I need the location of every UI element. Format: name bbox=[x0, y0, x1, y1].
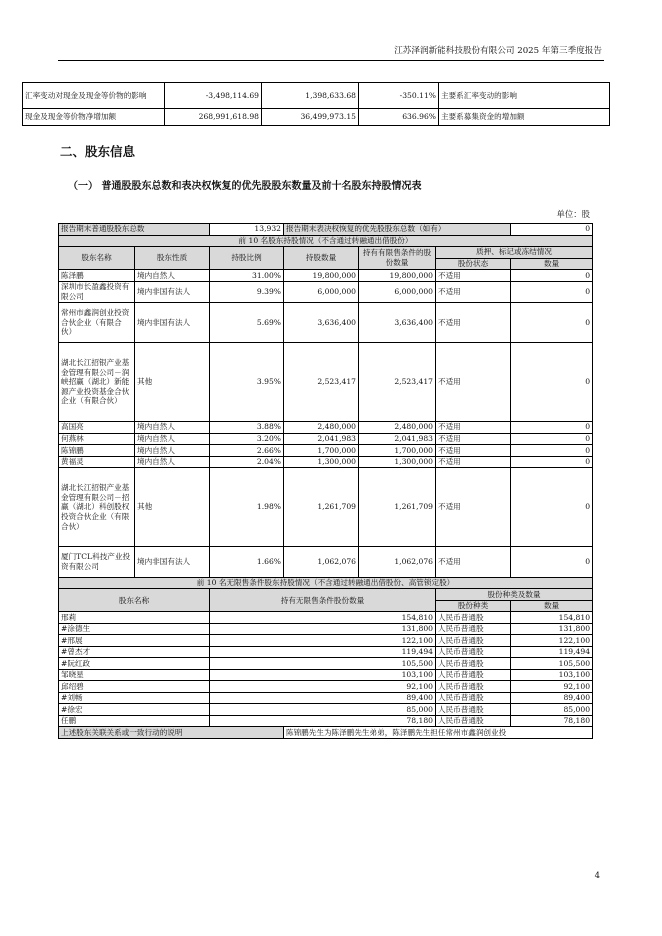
cell-restricted: 1,261,709 bbox=[359, 468, 436, 547]
cell-type: 人民币普通股 bbox=[436, 715, 511, 727]
cell-nature: 境内自然人 bbox=[135, 433, 210, 445]
cell-status: 不适用 bbox=[436, 302, 511, 342]
cell-amount: 78,180 bbox=[210, 715, 436, 727]
cell-type: 人民币普通股 bbox=[436, 646, 511, 658]
table-row bbox=[59, 302, 593, 342]
unrestricted-title: 前 10 名无限售条件股东持股情况（不含通过转融通出借股份、高管锁定股） bbox=[59, 577, 593, 589]
cell-amount: 19,800,000 bbox=[284, 270, 359, 282]
cell-amount: 3,636,400 bbox=[284, 302, 359, 342]
cell-count: 92,100 bbox=[511, 681, 593, 693]
cell-nature: 境内自然人 bbox=[135, 270, 210, 282]
top10-title-row bbox=[59, 235, 593, 247]
subsection-title: （一） 普通股股东总数和表决权恢复的优先股股东数量及前十名股东持股情况表 bbox=[68, 181, 422, 192]
cell-status: 不适用 bbox=[436, 281, 511, 302]
cell-amount: 1,062,076 bbox=[284, 547, 359, 578]
table-row bbox=[59, 281, 593, 302]
cell-amount: 131,800 bbox=[210, 623, 436, 635]
related-label: 上述股东关联关系或一致行动的说明 bbox=[59, 727, 284, 739]
cell-name: 陈泽鹏 bbox=[59, 270, 135, 282]
table-row bbox=[59, 468, 593, 547]
cell-current: 268,991,618.98 bbox=[165, 109, 262, 126]
cell-type: 人民币普通股 bbox=[436, 623, 511, 635]
table-row bbox=[59, 646, 593, 658]
top10-title: 前 10 名股东持股情况（不含通过转融通出借股份） bbox=[59, 235, 593, 247]
cell-restricted: 1,700,000 bbox=[359, 445, 436, 457]
cell-count: 0 bbox=[511, 421, 593, 433]
cell-restricted: 2,480,000 bbox=[359, 421, 436, 433]
header-amount: 持股数量 bbox=[284, 247, 359, 270]
cell-amount: 154,810 bbox=[210, 612, 436, 624]
cell-name: 邢莉 bbox=[59, 612, 210, 624]
unrestricted-title-row bbox=[59, 577, 593, 589]
top10-body bbox=[59, 270, 593, 578]
cell-count: 0 bbox=[511, 445, 593, 457]
cell-count: 119,494 bbox=[511, 646, 593, 658]
cell-count: 0 bbox=[511, 468, 593, 547]
cell-amount: 89,400 bbox=[210, 692, 436, 704]
cell-status: 不适用 bbox=[436, 456, 511, 468]
cell-amount: 2,523,417 bbox=[284, 343, 359, 422]
cell-name: 邹晓星 bbox=[59, 669, 210, 681]
cell-count: 131,800 bbox=[511, 623, 593, 635]
cell-status: 不适用 bbox=[436, 343, 511, 422]
cell-name: #邢展 bbox=[59, 635, 210, 647]
cell-nature: 其他 bbox=[135, 468, 210, 547]
cell-status: 不适用 bbox=[436, 445, 511, 457]
cell-amount: 6,000,000 bbox=[284, 281, 359, 302]
cell-restricted: 3,636,400 bbox=[359, 302, 436, 342]
page-header: 江苏泽润新能科技股份有限公司 2025 年第三季度报告 bbox=[394, 46, 602, 56]
cell-name: #曾杰才 bbox=[59, 646, 210, 658]
cashflow-table bbox=[22, 82, 610, 126]
cell-reason: 主要系募集资金的增加额 bbox=[439, 109, 610, 126]
cell-amount: 1,700,000 bbox=[284, 445, 359, 457]
cell-restricted: 1,300,000 bbox=[359, 456, 436, 468]
cell-amount: 105,500 bbox=[210, 658, 436, 670]
cell-change: 636.96% bbox=[359, 109, 439, 126]
page-number: 4 bbox=[594, 870, 600, 880]
table-row bbox=[23, 83, 610, 109]
unrestricted-header-row bbox=[59, 589, 593, 601]
cell-ratio: 9.39% bbox=[210, 281, 284, 302]
unrestricted-body bbox=[59, 612, 593, 727]
header-count: 数量 bbox=[511, 258, 593, 270]
cell-change: -350.11% bbox=[359, 83, 439, 109]
cell-type: 人民币普通股 bbox=[436, 635, 511, 647]
cell-type: 人民币普通股 bbox=[436, 612, 511, 624]
table-row bbox=[59, 612, 593, 624]
cell-current: -3,498,114.69 bbox=[165, 83, 262, 109]
cell-ratio: 1.66% bbox=[210, 547, 284, 578]
cell-status: 不适用 bbox=[436, 433, 511, 445]
cell-type: 人民币普通股 bbox=[436, 681, 511, 693]
cell-name: 高国亮 bbox=[59, 421, 135, 433]
summary-row bbox=[59, 224, 593, 236]
cell-amount: 85,000 bbox=[210, 704, 436, 716]
cell-item: 现金及现金等价物净增加额 bbox=[23, 109, 165, 126]
table-row bbox=[59, 456, 593, 468]
cell-type: 人民币普通股 bbox=[436, 669, 511, 681]
cell-item: 汇率变动对现金及现金等价物的影响 bbox=[23, 83, 165, 109]
unit-label: 单位：股 bbox=[556, 209, 590, 219]
cell-count: 103,100 bbox=[511, 669, 593, 681]
header-count: 数量 bbox=[511, 600, 593, 612]
cell-nature: 境内非国有法人 bbox=[135, 302, 210, 342]
cell-ratio: 2.04% bbox=[210, 456, 284, 468]
header-restricted: 持有有限售条件的股份数量 bbox=[359, 247, 436, 270]
cell-count: 154,810 bbox=[511, 612, 593, 624]
cell-ratio: 5.69% bbox=[210, 302, 284, 342]
cell-ratio: 3.95% bbox=[210, 343, 284, 422]
table-row bbox=[59, 547, 593, 578]
cell-status: 不适用 bbox=[436, 468, 511, 547]
cell-status: 不适用 bbox=[436, 270, 511, 282]
header-divider bbox=[58, 60, 604, 61]
table-row bbox=[59, 433, 593, 445]
header-pledge: 质押、标记或冻结情况 bbox=[436, 247, 593, 259]
cell-amount: 1,261,709 bbox=[284, 468, 359, 547]
cell-reason: 主要系汇率变动的影响 bbox=[439, 83, 610, 109]
table-row bbox=[59, 669, 593, 681]
cell-type: 人民币普通股 bbox=[436, 658, 511, 670]
table-row bbox=[59, 343, 593, 422]
cell-amount: 122,100 bbox=[210, 635, 436, 647]
table-row bbox=[59, 658, 593, 670]
cell-ratio: 31.00% bbox=[210, 270, 284, 282]
table-row bbox=[59, 270, 593, 282]
cell-previous: 36,499,973.15 bbox=[262, 109, 359, 126]
cell-nature: 境内自然人 bbox=[135, 445, 210, 457]
cell-restricted: 6,000,000 bbox=[359, 281, 436, 302]
table-row bbox=[59, 681, 593, 693]
cell-name: 何燕林 bbox=[59, 433, 135, 445]
top10-header-row bbox=[59, 247, 593, 259]
cell-name: 湖北长江招银产业基金管理有限公司－润峡招赢（湖北）新能源产业投资基金合伙企业（有限合伙） bbox=[59, 343, 135, 422]
pref-holders-label: 报告期末表决权恢复的优先股股东总数（如有） bbox=[284, 224, 511, 236]
section-title: 二、股东信息 bbox=[60, 144, 136, 159]
cell-amount: 2,480,000 bbox=[284, 421, 359, 433]
table-row bbox=[23, 109, 610, 126]
table-row bbox=[59, 692, 593, 704]
header-nature: 股东性质 bbox=[135, 247, 210, 270]
cell-amount: 119,494 bbox=[210, 646, 436, 658]
cell-nature: 其他 bbox=[135, 343, 210, 422]
header-type-group: 股份种类及数量 bbox=[436, 589, 593, 601]
cell-name: 深圳市长盈鑫投资有限公司 bbox=[59, 281, 135, 302]
cell-nature: 境内自然人 bbox=[135, 456, 210, 468]
cell-ratio: 1.98% bbox=[210, 468, 284, 547]
cell-name: 湖北长江招银产业基金管理有限公司－招赢（湖北）科创股权投资合伙企业（有限合伙） bbox=[59, 468, 135, 547]
cell-nature: 境内非国有法人 bbox=[135, 547, 210, 578]
cell-name: 任鹏 bbox=[59, 715, 210, 727]
cell-ratio: 2.66% bbox=[210, 445, 284, 457]
cell-name: 厦门TCL科技产业投资有限公司 bbox=[59, 547, 135, 578]
cell-amount: 2,041,983 bbox=[284, 433, 359, 445]
header-ratio: 持股比例 bbox=[210, 247, 284, 270]
cell-count: 0 bbox=[511, 281, 593, 302]
cell-count: 85,000 bbox=[511, 704, 593, 716]
cell-amount: 1,300,000 bbox=[284, 456, 359, 468]
cell-count: 0 bbox=[511, 302, 593, 342]
cell-restricted: 19,800,000 bbox=[359, 270, 436, 282]
cell-count: 0 bbox=[511, 270, 593, 282]
cell-count: 122,100 bbox=[511, 635, 593, 647]
cell-count: 0 bbox=[511, 547, 593, 578]
cell-name: 陈锦鹏 bbox=[59, 445, 135, 457]
pref-holders-value: 0 bbox=[511, 224, 593, 236]
cell-name: #刘畅 bbox=[59, 692, 210, 704]
cell-count: 0 bbox=[511, 433, 593, 445]
table-row bbox=[59, 715, 593, 727]
cell-count: 0 bbox=[511, 343, 593, 422]
table-row bbox=[59, 704, 593, 716]
cell-name: 邱绍碧 bbox=[59, 681, 210, 693]
table-row bbox=[59, 635, 593, 647]
cell-restricted: 2,041,983 bbox=[359, 433, 436, 445]
table-row bbox=[59, 421, 593, 433]
cell-amount: 103,100 bbox=[210, 669, 436, 681]
related-row bbox=[59, 727, 593, 739]
cell-count: 105,500 bbox=[511, 658, 593, 670]
shareholder-table bbox=[58, 223, 593, 739]
cell-previous: 1,398,633.68 bbox=[262, 83, 359, 109]
cell-name: #徐宏 bbox=[59, 704, 210, 716]
cell-name: 黄福灵 bbox=[59, 456, 135, 468]
related-text: 陈锦鹏先生为陈泽鹏先生弟弟，陈泽鹏先生担任常州市鑫润创业投 bbox=[284, 727, 593, 739]
cell-status: 不适用 bbox=[436, 421, 511, 433]
cell-restricted: 1,062,076 bbox=[359, 547, 436, 578]
common-holders-value: 13,932 bbox=[210, 224, 284, 236]
cell-type: 人民币普通股 bbox=[436, 692, 511, 704]
cell-name: 常州市鑫润创业投资合伙企业（有限合伙） bbox=[59, 302, 135, 342]
cell-count: 89,400 bbox=[511, 692, 593, 704]
cell-type: 人民币普通股 bbox=[436, 704, 511, 716]
header-name: 股东名称 bbox=[59, 589, 210, 612]
cell-nature: 境内自然人 bbox=[135, 421, 210, 433]
cell-name: #涂德生 bbox=[59, 623, 210, 635]
cell-count: 0 bbox=[511, 456, 593, 468]
cell-count: 78,180 bbox=[511, 715, 593, 727]
table-row bbox=[59, 445, 593, 457]
cell-ratio: 3.88% bbox=[210, 421, 284, 433]
header-status: 股份状态 bbox=[436, 258, 511, 270]
header-amount: 持有无限售条件股份数量 bbox=[210, 589, 436, 612]
cell-nature: 境内非国有法人 bbox=[135, 281, 210, 302]
table-row bbox=[59, 623, 593, 635]
header-name: 股东名称 bbox=[59, 247, 135, 270]
header-type: 股份种类 bbox=[436, 600, 511, 612]
cell-status: 不适用 bbox=[436, 547, 511, 578]
cell-name: #阮红政 bbox=[59, 658, 210, 670]
cell-amount: 92,100 bbox=[210, 681, 436, 693]
cell-restricted: 2,523,417 bbox=[359, 343, 436, 422]
common-holders-label: 报告期末普通股股东总数 bbox=[59, 224, 210, 236]
cell-ratio: 3.20% bbox=[210, 433, 284, 445]
